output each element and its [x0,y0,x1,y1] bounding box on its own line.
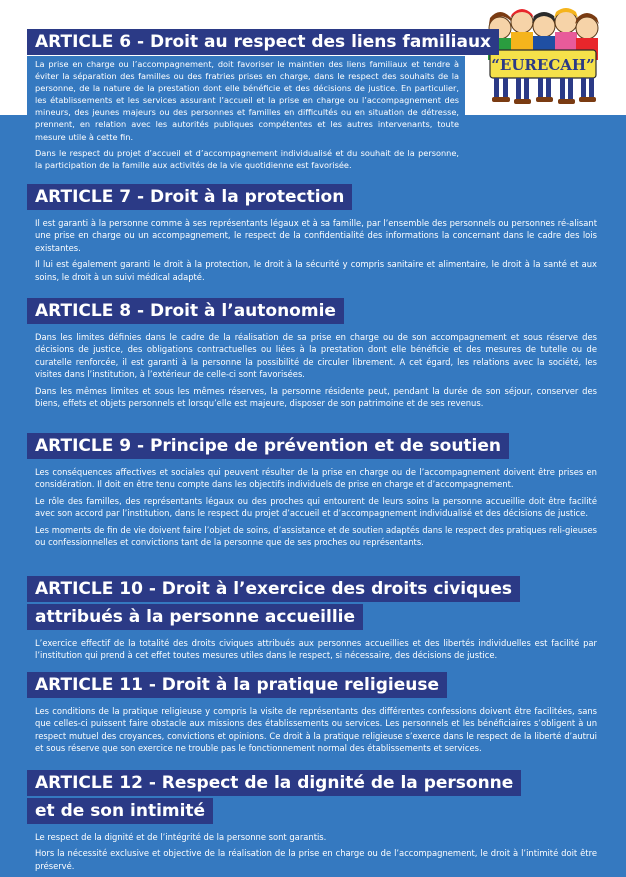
article-8-section [27,298,597,409]
article-9-paragraph-1: Les conséquences affectives et sociales qui peuvent résulter de la prise en charge ou de l’accompagnement doivent être prises en considération. Il doit en être tenu compte dans les objectifs individuels de prise en charge et d’accompagnement. [35,467,597,490]
article-11-section [27,672,597,755]
article-9-body [27,466,597,548]
article-9-paragraph-3: Les moments de fin de vie doivent faire l’objet de soins, d’assistance et de soutien adaptés dans le respect des pratiques reli-gieuses ou confessionnelles et convictions tant de la personne que de ses proches ou représentants. [35,524,597,548]
eurecah-logo [484,6,602,106]
article-7-paragraph-1: Il est garanti à la personne comme à ses représentants légaux et à sa famille, par l’ensemble des personnels ou personnes ré-alisant une prise en charge ou un accompagnement, le respect de la confidentialité des informations la concernant dans le cadre des lois existantes. [35,218,597,253]
article-12-title-line-2: et de son intimité [27,798,213,824]
children-logo-graphic [484,6,602,106]
article-10-title-line-2: attribués à la personne accueillie [27,604,363,630]
article-9-section [27,433,597,548]
article-12-body [27,831,597,872]
article-10-body [27,637,597,662]
article-11-paragraph-1: Les conditions de la pratique religieuse y compris la visite de représentants des différentes confessions doivent être facilitées, sans que celles-ci puissent faire obstacle aux missions des établissements ou services. Les personnels et les bénéficiaires s’obligent à un respect mutuel des croyances, convictions et opinions. Ce droit à la pratique religieuse s’exerce dans le respect de la liberté d’autrui et sous réserve que son exercice ne trouble pas le fonctionnement normal des établissements et services. [35,706,597,754]
article-7-section [27,184,597,283]
article-6-body [27,56,465,173]
article-6-paragraph-1: La prise en charge ou l’accompagnement, doit favoriser le maintien des liens familiaux et tendre à éviter la séparation des familles ou des fratries prises en charge, dans le respect des souhaits de la personne, de la nature de la prestation dont elle bénéficie et des décisions de justice. En particulier, les établissements et les services assurant l’accueil et la prise en charge ou l’accompagnement des mineurs, des jeunes majeurs ou des personnes et familles en difficultés ou en situation de détresse, prennent, en relation avec les autorités publiques compétentes et les autres intervenants, toute mesure utile à cette fin. [35,59,459,142]
children-shoes [492,97,596,104]
article-10-title-line-1: ARTICLE 10 - Droit à l’exercice des droits civiques [27,576,520,602]
article-12-section [27,770,597,872]
article-10-paragraph-1: L’exercice effectif de la totalité des droits civiques attribués aux personnes accueillies et des libertés individuelles est facilité par l’institution qui prend à cet effet toutes mesures utiles dans le respect, si nécessaire, des décisions de justice. [35,638,597,661]
children-legs [494,78,594,100]
article-7-body [27,217,597,283]
article-10-section [27,576,597,662]
article-6-section [27,29,492,173]
article-7-title: ARTICLE 7 - Droit à la protection [27,184,352,210]
article-8-paragraph-1: Dans les limites définies dans le cadre de la réalisation de sa prise en charge ou de son accompagnement et sous réserve des décisions de justice, des obligations contractuelles ou liées à la prestation dont elle bénéficie et des mesures de tutelle ou de curatelle renforcée, il est garanti à la personne la possibilité de circuler librement. A cet égard, les relations avec la société, les visites dans l’institution, à l’extérieur de celle-ci sont favorisées. [35,332,597,380]
logo-text: “EURECAH” [491,56,595,74]
article-6-title: ARTICLE 6 - Droit au respect des liens familiaux [27,29,499,55]
article-9-title: ARTICLE 9 - Principe de prévention et de soutien [27,433,509,459]
article-8-title: ARTICLE 8 - Droit à l’autonomie [27,298,344,324]
article-8-body [27,331,597,409]
article-11-body [27,705,597,755]
article-12-title-line-1: ARTICLE 12 - Respect de la dignité de la personne [27,770,521,796]
article-9-paragraph-2: Le rôle des familles, des représentants légaux ou des proches qui entourent de leurs soins la personne accueillie doit être facilité avec son accord par l’institution, dans le respect du projet d’accueil et d’accompagnement individualisé et des décisions de justice. [35,495,597,519]
article-7-paragraph-2: Il lui est également garanti le droit à la protection, le droit à la sécurité y compris sanitaire et alimentaire, le droit à la santé et aux soins, le droit à un suivi médical adapté. [35,259,597,282]
article-12-paragraph-2: Hors la nécessité exclusive et objective de la réalisation de la prise en charge ou de l’accompagnement, le droit à l’intimité doit être préservé. [35,848,597,871]
article-8-paragraph-2: Dans les mêmes limites et sous les mêmes réserves, la personne résidente peut, pendant la durée de son séjour, conserver des biens, effets et objets personnels et lorsqu’elle est majeure, disposer de son patrimoine et de ses revenus. [35,385,597,409]
article-6-paragraph-2: Dans le respect du projet d’accueil et d’accompagnement individualisé et du souhait de la personne, la participation de la famille aux activités de la vie quotidienne est favorisée. [35,147,459,170]
article-12-paragraph-1: Le respect de la dignité et de l’intégrité de la personne sont garantis. [35,832,327,842]
article-11-title: ARTICLE 11 - Droit à la pratique religieuse [27,672,447,698]
